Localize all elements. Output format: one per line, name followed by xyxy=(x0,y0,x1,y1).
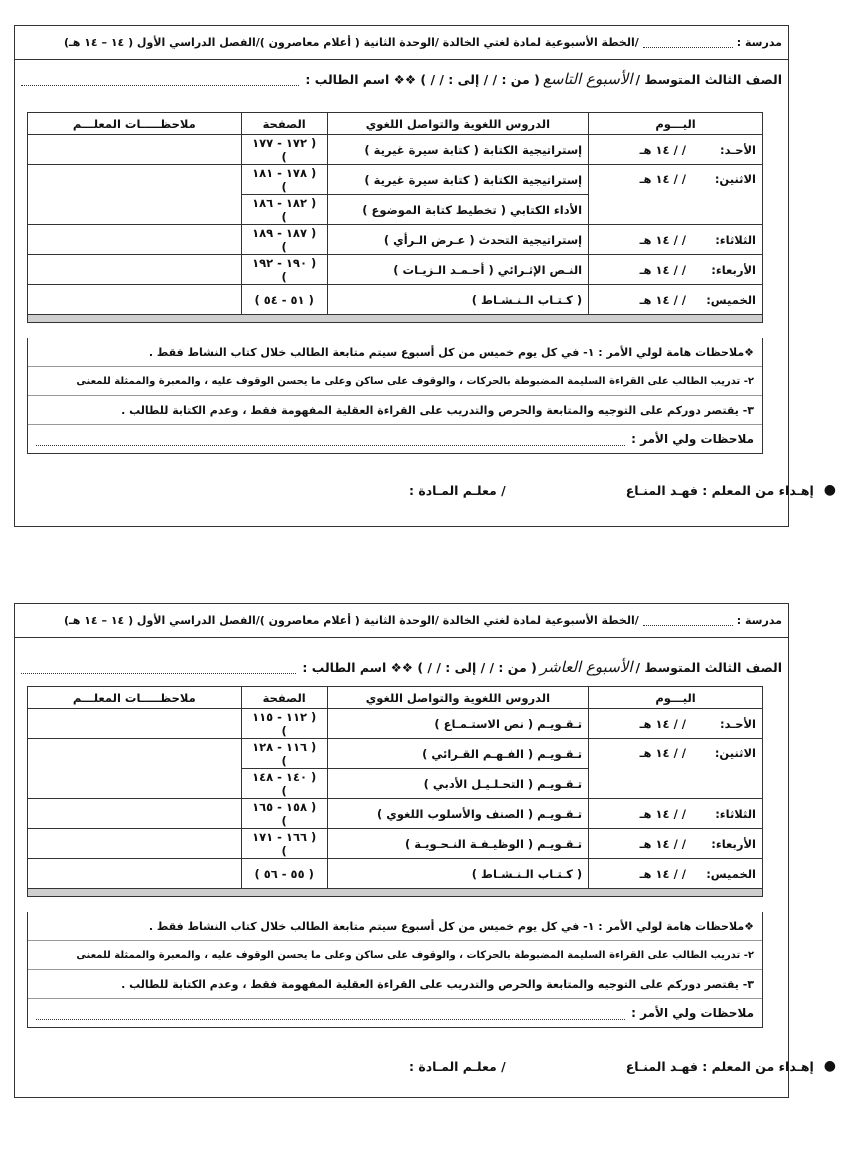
table-row xyxy=(28,739,763,769)
page-cell: ( ١٩٠ - ١٩٢ ) xyxy=(241,255,327,285)
parent-notes-row xyxy=(28,999,762,1027)
plan-header xyxy=(15,26,788,60)
lesson-cell: إستراتيجية التحدث ( عـرض الـرأي ) xyxy=(327,225,589,255)
teacher-notes-cell[interactable] xyxy=(28,285,242,315)
school-label: مدرسة : xyxy=(736,614,782,627)
bullet-icon: ● xyxy=(823,482,836,498)
teacher-notes-cell[interactable] xyxy=(28,739,242,799)
page-cell: ( ١١٢ - ١١٥ ) xyxy=(241,709,327,739)
lesson-cell: الأداء الكتابي ( تخطيط كتابة الموضوع ) xyxy=(327,195,589,225)
day-date: / / ١٤ هـ xyxy=(639,746,686,760)
day-date: / / ١٤ هـ xyxy=(639,836,686,851)
lesson-cell: ( كـتـاب الـنـشـاط ) xyxy=(327,285,589,315)
col-lessons: الدروس اللغوية والتواصل اللغوي xyxy=(327,113,589,135)
parent-notes-field[interactable] xyxy=(36,1007,625,1020)
day-name: الثلاثاء: xyxy=(715,806,756,821)
table-row xyxy=(28,255,763,285)
table-row xyxy=(28,225,763,255)
col-page: الصفحة xyxy=(241,113,327,135)
table-row xyxy=(28,135,763,165)
parent-note-3: ٣- يقتصر دوركم على التوجيه والمتابعة والحرص والتدريب على القراءة العقلية المفهومة فقط ، وعدم الكتابة للطالب . xyxy=(28,970,762,999)
page-cell: ( ٥٥ - ٥٦ ) xyxy=(241,859,327,889)
page-cell: ( ٥١ - ٥٤ ) xyxy=(241,285,327,315)
lesson-cell: إستراتيجية الكتابة ( كتابة سيرة غيرية ) xyxy=(327,135,589,165)
col-day: اليـــوم xyxy=(589,113,763,135)
subject-teacher: / معلـم المـادة : xyxy=(408,1058,506,1074)
grade-label: الصف الثالث المتوسط / xyxy=(635,71,782,87)
page-cell: ( ١٧٨ - ١٨١ ) xyxy=(241,165,327,195)
teacher-notes-cell[interactable] xyxy=(28,859,242,889)
day-date: / / ١٤ هـ xyxy=(639,262,686,277)
lesson-cell: النـص الإثـرائي ( أحـمـد الـزيـات ) xyxy=(327,255,589,285)
day-name: الأربعاء: xyxy=(711,262,756,277)
shade-divider xyxy=(28,315,763,323)
notes-box-1 xyxy=(27,338,763,454)
teacher-notes-cell[interactable] xyxy=(28,799,242,829)
day-name: الاثنين: xyxy=(714,746,756,760)
col-page: الصفحة xyxy=(241,687,327,709)
shade-divider xyxy=(28,889,763,897)
lesson-cell: تـقـويـم ( الوظيـفـة النـحـويـة ) xyxy=(327,829,589,859)
schedule-table-1 xyxy=(27,112,763,323)
footer-1 xyxy=(0,478,850,502)
day-name: الأحـد: xyxy=(720,142,756,157)
class-line xyxy=(15,68,788,90)
parent-note-2: ٢- تدريب الطالب على القراءة السليمة المضبوطة بالحركات ، والوقوف على ساكن وعلى ما يحسن الوقوف عليه ، والمعبرة والممثلة للمعنى xyxy=(28,941,762,970)
lesson-cell: تـقـويـم ( نص الاستـمـاع ) xyxy=(327,709,589,739)
parent-notes-label: ملاحظات ولي الأمر : xyxy=(631,1006,754,1020)
subject-teacher: / معلـم المـادة : xyxy=(408,482,506,498)
plan-title: /الخطة الأسبوعية لمادة لغتي الخالدة /الوحدة الثانية ( أعلام معاصرون )/الفصل الدراسي الأول ( ١٤ – ١٤ هـ) xyxy=(63,614,639,627)
parent-note-3: ٣- يقتصر دوركم على التوجيه والمتابعة والحرص والتدريب على القراءة العقلية المفهومة فقط ، وعدم الكتابة للطالب . xyxy=(28,396,762,425)
teacher-gift: إهـداء من المعلم : فهـد المنـاع xyxy=(625,1058,814,1074)
day-name: الاثنين: xyxy=(714,172,756,186)
teacher-notes-cell[interactable] xyxy=(28,255,242,285)
day-date: / / ١٤ هـ xyxy=(639,716,686,731)
parent-notes-field[interactable] xyxy=(36,433,625,446)
parent-notes-label: ملاحظات ولي الأمر : xyxy=(631,432,754,446)
table-row xyxy=(28,709,763,739)
day-date: / / ١٤ هـ xyxy=(639,172,686,186)
plan-title: /الخطة الأسبوعية لمادة لغتي الخالدة /الوحدة الثانية ( أعلام معاصرون )/الفصل الدراسي الأول ( ١٤ – ١٤ هـ) xyxy=(63,36,639,49)
parent-notes-row xyxy=(28,425,762,453)
page-cell: ( ١٧٢ - ١٧٧ ) xyxy=(241,135,327,165)
table-row xyxy=(28,165,763,195)
date-range-student: ( من : / / إلى : / / ) ❖❖ اسم الطالب : xyxy=(305,71,540,87)
class-line xyxy=(15,656,788,678)
day-date: / / ١٤ هـ xyxy=(639,232,686,247)
col-notes: ملاحظـــــات المعلـــم xyxy=(28,687,242,709)
parent-note-1: ❖ملاحظات هامة لولي الأمر : ١- في كل يوم خميس من كل أسبوع سيتم متابعة الطالب خلال كتاب النشاط فقط . xyxy=(28,338,762,367)
parent-note-2: ٢- تدريب الطالب على القراءة السليمة المضبوطة بالحركات ، والوقوف على ساكن وعلى ما يحسن الوقوف عليه ، والمعبرة والممثلة للمعنى xyxy=(28,367,762,396)
day-date: / / ١٤ هـ xyxy=(639,142,686,157)
lesson-cell: تـقـويـم ( الفـهـم القـرائي ) xyxy=(327,739,589,769)
table-row xyxy=(28,859,763,889)
date-range-student: ( من : / / إلى : / / ) ❖❖ اسم الطالب : xyxy=(302,659,537,675)
day-name: الأربعاء: xyxy=(711,836,756,851)
teacher-notes-cell[interactable] xyxy=(28,165,242,225)
grade-label: الصف الثالث المتوسط / xyxy=(635,659,782,675)
day-name: الأحـد: xyxy=(720,716,756,731)
col-day: اليـــوم xyxy=(589,687,763,709)
table-row xyxy=(28,285,763,315)
page-cell: ( ١١٦ - ١٢٨ ) xyxy=(241,739,327,769)
student-name-field[interactable] xyxy=(21,661,296,674)
page-cell: ( ١٦٦ - ١٧١ ) xyxy=(241,829,327,859)
day-date: / / ١٤ هـ xyxy=(639,806,686,821)
col-lessons: الدروس اللغوية والتواصل اللغوي xyxy=(327,687,589,709)
table-row xyxy=(28,829,763,859)
day-date: / / ١٤ هـ xyxy=(639,292,686,307)
day-name: الخميس: xyxy=(706,866,756,881)
teacher-notes-cell[interactable] xyxy=(28,829,242,859)
footer-2 xyxy=(0,1054,850,1078)
plan-header xyxy=(15,604,788,638)
bullet-icon: ● xyxy=(823,1058,836,1074)
day-name: الخميس: xyxy=(706,292,756,307)
lesson-cell: تـقـويـم ( الصنف والأسلوب اللغوي ) xyxy=(327,799,589,829)
schedule-table-2 xyxy=(27,686,763,897)
school-label: مدرسة : xyxy=(736,36,782,49)
table-row xyxy=(28,799,763,829)
col-notes: ملاحظـــــات المعلـــم xyxy=(28,113,242,135)
page-cell: ( ١٨٧ - ١٨٩ ) xyxy=(241,225,327,255)
day-name: الثلاثاء: xyxy=(715,232,756,247)
page-cell: ( ١٤٠ - ١٤٨ ) xyxy=(241,769,327,799)
teacher-notes-cell[interactable] xyxy=(28,225,242,255)
lesson-cell: تـقـويـم ( التحـلـيـل الأدبي ) xyxy=(327,769,589,799)
page-cell: ( ١٨٢ - ١٨٦ ) xyxy=(241,195,327,225)
parent-note-1: ❖ملاحظات هامة لولي الأمر : ١- في كل يوم خميس من كل أسبوع سيتم متابعة الطالب خلال كتاب النشاط فقط . xyxy=(28,912,762,941)
day-date: / / ١٤ هـ xyxy=(639,866,686,881)
table-header xyxy=(28,113,763,135)
lesson-cell: ( كـتـاب الـنـشـاط ) xyxy=(327,859,589,889)
teacher-gift: إهـداء من المعلم : فهـد المنـاع xyxy=(625,482,814,498)
week-label: الأسبوع العاشر xyxy=(539,658,633,676)
week-label: الأسبوع التاسع xyxy=(542,70,633,88)
table-header xyxy=(28,687,763,709)
lesson-cell: إستراتيجية الكتابة ( كتابة سيرة غيرية ) xyxy=(327,165,589,195)
page-cell: ( ١٥٨ - ١٦٥ ) xyxy=(241,799,327,829)
teacher-notes-cell[interactable] xyxy=(28,135,242,165)
notes-box-2 xyxy=(27,912,763,1028)
student-name-field[interactable] xyxy=(21,73,299,86)
teacher-notes-cell[interactable] xyxy=(28,709,242,739)
